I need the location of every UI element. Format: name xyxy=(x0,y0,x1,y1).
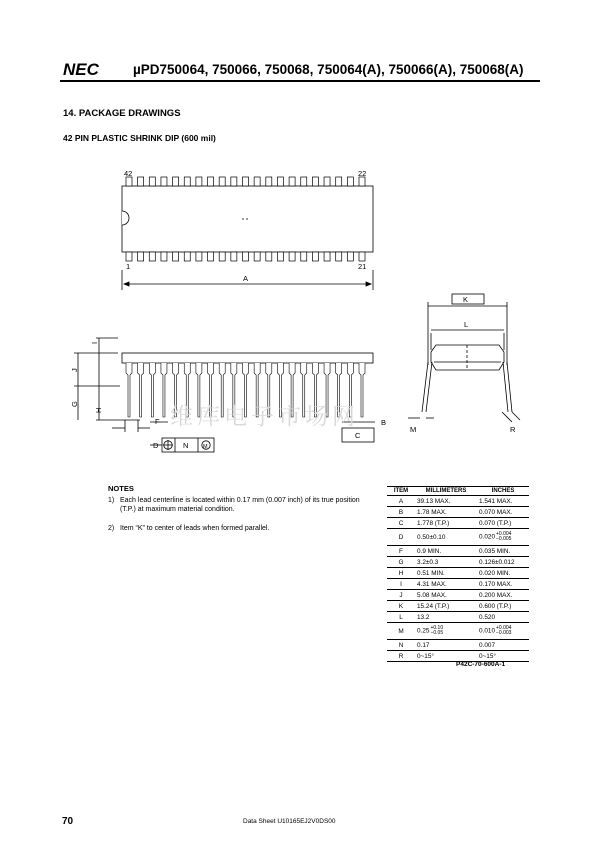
cell-item-value: F xyxy=(399,547,403,555)
cell-inches xyxy=(477,546,529,557)
cell-millimeters-value: 13.2 xyxy=(417,613,430,621)
cell-inches-value: 0.020 xyxy=(479,533,495,541)
cell-inches-value: 0~15° xyxy=(479,652,496,660)
pin xyxy=(173,177,179,186)
cell-item xyxy=(387,640,415,651)
dim-j-label: J xyxy=(70,368,79,372)
note-number: 1) xyxy=(108,497,115,504)
pin xyxy=(208,177,214,186)
cell-millimeters-value: 0.51 MIN. xyxy=(417,569,445,577)
cell-inches xyxy=(477,496,529,507)
table-row xyxy=(387,579,529,590)
cell-millimeters xyxy=(415,612,477,623)
pin xyxy=(243,252,249,261)
dim-b-label: B xyxy=(381,418,387,427)
cell-millimeters-value: 0.50±0.10 xyxy=(417,533,446,541)
pin xyxy=(277,252,283,261)
dim-f-label: F xyxy=(155,417,160,426)
cell-inches xyxy=(477,640,529,651)
pin xyxy=(359,252,365,261)
pin xyxy=(149,177,155,186)
drawing-code: P42C-70-600A-1 xyxy=(456,661,506,668)
cell-inches-value: 0.200 MAX. xyxy=(479,591,513,599)
dim-m-label: M xyxy=(410,425,417,434)
cell-inches xyxy=(477,507,529,518)
table-row xyxy=(387,546,529,557)
pin xyxy=(138,252,144,261)
cell-inches xyxy=(477,568,529,579)
cell-item xyxy=(387,546,415,557)
cell-item xyxy=(387,612,415,623)
pin xyxy=(219,252,225,261)
table-row xyxy=(387,651,529,662)
package-drawing xyxy=(0,160,599,480)
tolerance-minus: −0.005 xyxy=(496,536,512,542)
pin xyxy=(277,177,283,186)
dim-l-label: L xyxy=(464,320,469,329)
pin xyxy=(301,252,307,261)
cell-inches-value: 0.035 MIN. xyxy=(479,547,511,555)
cell-millimeters xyxy=(415,557,477,568)
cell-millimeters-value: 3.2±0.3 xyxy=(417,558,439,566)
pin-1-label: 1 xyxy=(126,262,131,271)
cell-item-value: H xyxy=(398,569,404,577)
cell-inches-value: 0.600 (T.P.) xyxy=(479,602,512,610)
pin xyxy=(289,252,295,261)
cell-millimeters xyxy=(415,507,477,518)
pin xyxy=(347,252,353,261)
table-row xyxy=(387,640,529,651)
cell-item-value: R xyxy=(398,652,404,660)
note-item xyxy=(108,524,368,533)
package-title: 42 PIN PLASTIC SHRINK DIP (600 mil) xyxy=(63,133,216,143)
cell-item-value: N xyxy=(398,641,404,649)
cell-item xyxy=(387,651,415,662)
cell-millimeters xyxy=(415,651,477,662)
cell-millimeters-value: 1.778 (T.P.) xyxy=(417,519,450,527)
table-row xyxy=(387,568,529,579)
section-title: 14. PACKAGE DRAWINGS xyxy=(63,108,181,119)
header-rule xyxy=(60,80,540,82)
pin-42-label: 42 xyxy=(124,169,133,178)
note-item xyxy=(108,496,368,514)
pin xyxy=(266,252,272,261)
cell-inches-value: 0.070 MAX. xyxy=(479,508,513,516)
pin xyxy=(324,252,330,261)
cell-millimeters-value: 1.78 MAX. xyxy=(417,508,447,516)
cell-item-value: A xyxy=(398,497,404,505)
nec-logo: NEC xyxy=(63,60,99,79)
cell-item-value: L xyxy=(399,613,403,621)
cell-inches xyxy=(477,623,529,640)
notes-title: NOTES xyxy=(108,484,134,493)
note-text: Each lead centerline is located within 0.17 mm (0.007 inch) of its true position (T.P.) at maximum material condition. xyxy=(120,497,360,513)
cell-item xyxy=(387,601,415,612)
cell-inches xyxy=(477,601,529,612)
cell-item xyxy=(387,529,415,546)
cell-inches-value: 0.070 (T.P.) xyxy=(479,519,512,527)
cell-inches xyxy=(477,557,529,568)
dim-m-circle-label: M xyxy=(203,444,208,450)
cell-millimeters-value: 0.25 xyxy=(417,627,430,635)
pin xyxy=(219,177,225,186)
cell-inches-value: 0.520 xyxy=(479,613,495,621)
note-text: Item “K” to center of leads when formed parallel. xyxy=(120,525,270,532)
cell-item xyxy=(387,557,415,568)
cell-millimeters xyxy=(415,546,477,557)
cell-millimeters xyxy=(415,623,477,640)
cell-millimeters xyxy=(415,518,477,529)
dim-h-label: H xyxy=(94,407,103,413)
pin xyxy=(126,252,132,261)
pin xyxy=(208,252,214,261)
pin xyxy=(126,177,132,186)
dim-n-label: N xyxy=(183,441,189,450)
pin xyxy=(161,177,167,186)
header-item: ITEM xyxy=(387,487,415,496)
cell-inches-value: 1.541 MAX. xyxy=(479,497,513,505)
side-pin xyxy=(126,363,132,417)
end-view xyxy=(408,294,520,422)
pin xyxy=(312,252,318,261)
pin xyxy=(266,177,272,186)
pin-21-label: 21 xyxy=(358,262,367,271)
cell-item xyxy=(387,623,415,640)
cell-millimeters-value: 39.13 MAX. xyxy=(417,497,451,505)
cell-item-value: I xyxy=(400,580,402,588)
cell-item-value: B xyxy=(398,508,404,516)
dim-g-label: G xyxy=(70,401,79,407)
cell-inches-value: 0.007 xyxy=(479,641,495,649)
document-title: µPD750064, 750066, 750068, 750064(A), 750066(A), 750068(A) xyxy=(133,62,524,77)
cell-millimeters xyxy=(415,568,477,579)
cell-millimeters xyxy=(415,601,477,612)
pin-22-label: 22 xyxy=(358,169,367,178)
cell-millimeters xyxy=(415,529,477,546)
cell-inches xyxy=(477,612,529,623)
cell-item-value: M xyxy=(398,627,404,635)
cell-item xyxy=(387,507,415,518)
cell-item xyxy=(387,518,415,529)
cell-item-value: J xyxy=(399,591,403,599)
cell-millimeters-value: 0.17 xyxy=(417,641,430,649)
cell-inches-value: 0.126±0.012 xyxy=(479,558,515,566)
pin xyxy=(138,177,144,186)
cell-inches-value: 0.020 MIN. xyxy=(479,569,511,577)
table-header-row xyxy=(387,487,529,496)
table-row xyxy=(387,518,529,529)
table-row xyxy=(387,601,529,612)
table-row xyxy=(387,529,529,546)
notes xyxy=(108,484,368,543)
pin xyxy=(301,177,307,186)
watermark: 维库电子市场网 xyxy=(170,404,359,430)
cell-item xyxy=(387,496,415,507)
cell-inches xyxy=(477,529,529,546)
top-pins xyxy=(126,177,365,186)
cell-millimeters-value: 15.24 (T.P.) xyxy=(417,602,450,610)
table-row xyxy=(387,612,529,623)
pin xyxy=(254,252,260,261)
datasheet-id: Data Sheet U10165EJ2V0DS00 xyxy=(243,818,336,825)
cell-inches-value: 0.170 MAX. xyxy=(479,580,513,588)
pin xyxy=(173,252,179,261)
dimension-table xyxy=(387,486,529,662)
pin xyxy=(289,177,295,186)
bottom-pins xyxy=(126,252,365,261)
cell-inches-value: 0.010 xyxy=(479,627,495,635)
cell-millimeters xyxy=(415,496,477,507)
cell-item-value: K xyxy=(398,602,404,610)
cell-item xyxy=(387,590,415,601)
cell-millimeters-value: 0~15° xyxy=(417,652,434,660)
pin xyxy=(254,177,260,186)
package-body-side xyxy=(122,353,373,363)
side-pin xyxy=(161,363,167,417)
cell-item xyxy=(387,568,415,579)
cell-millimeters xyxy=(415,590,477,601)
dim-k-label: K xyxy=(463,295,469,304)
side-pin xyxy=(149,363,155,417)
header-millimeters: MILLIMETERS xyxy=(415,487,477,496)
tolerance-minus: −0.05 xyxy=(430,630,444,636)
tolerance-plus: +0.004 xyxy=(496,531,512,537)
pin xyxy=(231,252,237,261)
dim-r-label: R xyxy=(510,425,516,434)
header-inches: INCHES xyxy=(477,487,529,496)
side-pin xyxy=(359,363,365,417)
cell-millimeters xyxy=(415,579,477,590)
cell-item-value: C xyxy=(398,519,404,527)
cell-millimeters-value: 5.08 MAX. xyxy=(417,591,447,599)
side-view xyxy=(74,338,375,452)
pin xyxy=(336,252,342,261)
cell-inches xyxy=(477,579,529,590)
cell-inches xyxy=(477,651,529,662)
table-row xyxy=(387,590,529,601)
cell-item xyxy=(387,579,415,590)
dim-d-label: D xyxy=(153,441,159,450)
pin xyxy=(196,177,202,186)
cell-item-value: G xyxy=(398,558,404,566)
pin xyxy=(359,177,365,186)
cell-inches xyxy=(477,518,529,529)
cell-millimeters-value: 0.9 MIN. xyxy=(417,547,442,555)
cell-millimeters-value: 4.31 MAX. xyxy=(417,580,447,588)
tolerance-plus: +0.10 xyxy=(430,625,444,631)
pin xyxy=(184,252,190,261)
pin xyxy=(312,177,318,186)
table-row xyxy=(387,507,529,518)
side-pin xyxy=(138,363,144,417)
table-row xyxy=(387,623,529,640)
pin xyxy=(231,177,237,186)
note-number: 2) xyxy=(108,525,115,532)
pin xyxy=(161,252,167,261)
pin1-notch xyxy=(122,211,129,225)
tolerance-minus: −0.003 xyxy=(496,630,512,636)
pin xyxy=(184,177,190,186)
pin xyxy=(196,252,202,261)
dim-i-label: I xyxy=(90,341,99,344)
pin xyxy=(243,177,249,186)
page-number: 70 xyxy=(62,816,74,827)
cell-item-value: D xyxy=(398,533,404,541)
table-row xyxy=(387,557,529,568)
tolerance-plus: +0.004 xyxy=(496,625,512,631)
dim-a-label: A xyxy=(243,274,249,283)
table-row xyxy=(387,496,529,507)
pin xyxy=(324,177,330,186)
pin xyxy=(336,177,342,186)
pin xyxy=(149,252,155,261)
dim-c-label: C xyxy=(355,431,361,440)
pin xyxy=(347,177,353,186)
cell-inches xyxy=(477,590,529,601)
cell-millimeters xyxy=(415,640,477,651)
